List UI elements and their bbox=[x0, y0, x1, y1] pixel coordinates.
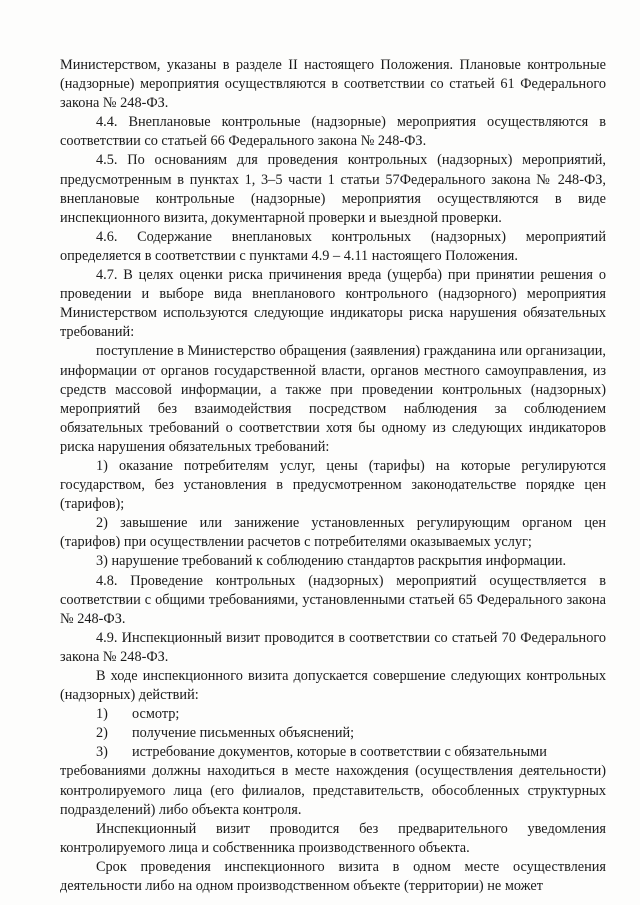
paragraph-inspection-actions: В ходе инспекционного визита допускается совершение следующих контрольных (надзорных) действий: bbox=[60, 668, 606, 704]
paragraph-4-8: 4.8. Проведение контрольных (надзорных) мероприятий осуществляется в соответствии с общими требованиями, установленными статьей 65 Федерального закона № 248-ФЗ. bbox=[60, 572, 606, 627]
action-list-item-3-continuation: требованиями должны находиться в месте нахождения (осуществления деятельности) контролируемого лица (его филиалов, представительств, обособленных структурных подразделений) либо объекта контроля. bbox=[60, 763, 606, 818]
paragraph-4-6: 4.6. Содержание внеплановых контрольных (надзорных) мероприятий определяется в соответствии с пунктами 4.9 – 4.11 настоящего Положения. bbox=[60, 228, 606, 264]
list-item-text: осмотр; bbox=[132, 706, 180, 723]
indicator-item-2: 2) завышение или занижение установленных регулирующим органом цен (тарифов) при осуществлении расчетов с потребителями оказываемых услуг; bbox=[60, 515, 606, 551]
action-list-item-3 bbox=[60, 743, 606, 762]
list-item-number: 1) bbox=[96, 706, 108, 723]
paragraph-duration: Срок проведения инспекционного визита в одном месте осуществления деятельности либо на одном производственном объекте (территории) не может bbox=[60, 858, 606, 895]
action-list-item-2 bbox=[60, 724, 606, 743]
indicator-item-3: 3) нарушение требований к соблюдению стандартов раскрытия информации. bbox=[96, 553, 567, 570]
paragraph-4-7: 4.7. В целях оценки риска причинения вреда (ущерба) при принятии решения о проведении и выборе вида внепланового контрольного (надзорного) мероприятия Министерством используются следующие индикаторы риска нарушения обязательных требований: bbox=[60, 267, 606, 341]
list-item-number: 3) bbox=[96, 744, 108, 761]
paragraph-4-9: 4.9. Инспекционный визит проводится в соответствии со статьей 70 Федерального закона № 248-ФЗ. bbox=[60, 629, 606, 665]
list-item-text: получение письменных объяснений; bbox=[132, 725, 355, 742]
paragraph-no-notice: Инспекционный визит проводится без предварительного уведомления контролируемого лица и собственника производственного объекта. bbox=[60, 820, 606, 856]
paragraph-4-4: 4.4. Внеплановые контрольные (надзорные) мероприятия осуществляются в соответствии со статьей 66 Федерального закона № 248-ФЗ. bbox=[60, 114, 606, 150]
indicator-item-1: 1) оказание потребителям услуг, цены (тарифы) на которые регулируются государством, без установления в предусмотренном законодательстве порядке цен (тарифов); bbox=[60, 457, 606, 513]
list-item-text: истребование документов, которые в соответствии с обязательными bbox=[132, 744, 547, 761]
paragraph-4-5: 4.5. По основаниям для проведения контрольных (надзорных) мероприятий, предусмотренным в пунктах 1, 3–5 части 1 статьи 57Федерального закона № 248-ФЗ, внеплановые контрольные (надзорные) мероприятия осуществляются в виде инспекционного визита, документарной проверки и выездной проверки. bbox=[60, 152, 606, 226]
paragraph-continuation: Министерством, указаны в разделе II настоящего Положения. Плановые контрольные (надзорные) мероприятия осуществляются в соответствии со статьей 61 Федерального закона № 248-ФЗ. bbox=[60, 57, 606, 112]
action-list-item-1 bbox=[60, 705, 606, 724]
list-item-number: 2) bbox=[96, 725, 108, 742]
paragraph-risk-indicators: поступление в Министерство обращения (заявления) гражданина или организации, информации от органов государственной власти, органов местного самоуправления, из средств массовой информации, а также при проведении контрольных (надзорных) мероприятий без взаимодействия посредством наблюдения за соблюдением обязательных требований о соответствии хотя бы одному из следующих индикаторов риска нарушения обязательных требований: bbox=[60, 343, 606, 455]
